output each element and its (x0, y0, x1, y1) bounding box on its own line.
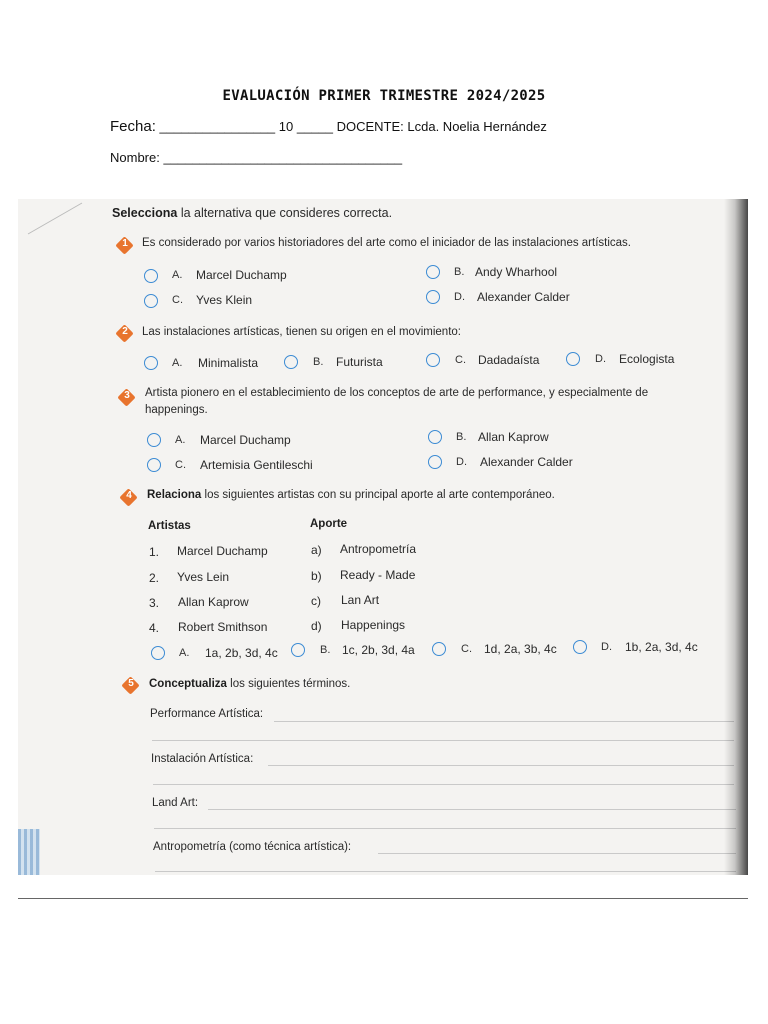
q1-option-b-letter: B. (454, 266, 465, 278)
q3-option-a-letter: A. (175, 434, 186, 446)
instructions-bold: Selecciona (112, 206, 178, 220)
term-landart-label: Land Art: (152, 797, 199, 809)
row-3-letter: c) (311, 594, 321, 608)
q4-option-c-radio[interactable] (432, 642, 446, 656)
q4-option-c-text: 1d, 2a, 3b, 4c (484, 642, 557, 656)
q2-option-d-text: Ecologista (619, 352, 675, 366)
q3-option-b-radio[interactable] (428, 430, 442, 444)
row-3-aporte: Lan Art (341, 593, 380, 607)
page-curl-shadow (724, 199, 748, 875)
question-4-badge: 4 (120, 489, 138, 507)
scan-edge-artifact (18, 829, 40, 875)
row-4-letter: d) (311, 619, 322, 633)
q1-option-a-text: Marcel Duchamp (196, 268, 287, 282)
aporte-column-header: Aporte (310, 518, 348, 530)
term-instalacion-answer-line[interactable] (268, 765, 734, 766)
term-landart-answer-line-2[interactable] (154, 828, 736, 829)
q3-option-d-text: Alexander Calder (480, 455, 573, 469)
q3-option-c-letter: C. (175, 459, 186, 471)
instructions-text: la alternativa que consideres correcta. (180, 206, 393, 220)
instructions (112, 206, 392, 220)
name-line: Nombre: _________________________________ (110, 150, 403, 165)
q2-option-d-radio[interactable] (566, 352, 580, 366)
term-instalacion-answer-line-2[interactable] (153, 784, 734, 785)
q2-option-c-text: Dadadaísta (478, 353, 540, 367)
q2-option-c-letter: C. (455, 354, 466, 366)
q4-option-d-radio[interactable] (573, 640, 587, 654)
row-2-letter: b) (311, 569, 322, 583)
q2-option-a-letter: A. (172, 357, 183, 369)
q1-option-a-radio[interactable] (144, 269, 158, 283)
q4-option-d-letter: D. (601, 641, 612, 653)
question-3-line-2: happenings. (145, 404, 208, 416)
q4-option-b-letter: B. (320, 644, 331, 656)
row-2-number: 2. (149, 571, 160, 585)
term-instalacion-label: Instalación Artística: (151, 753, 254, 765)
q1-option-b-radio[interactable] (426, 265, 440, 279)
question-3-line-1: Artista pionero en el establecimiento de los conceptos de arte de performance, y especialmente de (145, 387, 649, 399)
q3-option-d-radio[interactable] (428, 455, 442, 469)
q1-option-a-letter: A. (172, 269, 183, 281)
q2-option-d-letter: D. (595, 353, 606, 365)
question-5-badge: 5 (122, 677, 140, 695)
q1-option-d-radio[interactable] (426, 290, 440, 304)
q2-option-a-radio[interactable] (144, 356, 158, 370)
date-teacher-line (110, 118, 547, 135)
q3-option-b-text: Allan Kaprow (478, 430, 549, 444)
question-5-rest: los siguientes términos. (230, 678, 351, 690)
fecha-label: Fecha: (110, 118, 156, 135)
q1-option-b-text: Andy Wharhool (475, 265, 558, 279)
q4-option-b-radio[interactable] (291, 643, 305, 657)
question-5-bold: Conceptualiza (149, 678, 227, 690)
q3-option-d-letter: D. (456, 456, 467, 468)
row-1-aporte: Antropometría (340, 542, 417, 556)
q3-option-c-text: Artemisia Gentileschi (200, 458, 313, 472)
question-3-badge: 3 (118, 389, 136, 407)
fecha-rest: ________________ 10 _____ DOCENTE: Lcda. Noelia Hernández (159, 119, 547, 134)
q3-option-a-radio[interactable] (147, 433, 161, 447)
row-3-artist: Allan Kaprow (178, 595, 249, 609)
term-antropometria-answer-line-2[interactable] (155, 871, 736, 872)
q4-option-a-letter: A. (179, 647, 190, 659)
q3-option-b-letter: B. (456, 431, 467, 443)
q2-option-b-text: Futurista (336, 355, 383, 369)
scanned-worksheet (18, 199, 748, 875)
artists-column-header: Artistas (148, 520, 191, 532)
q3-option-c-radio[interactable] (147, 458, 161, 472)
q1-option-d-text: Alexander Calder (477, 290, 570, 304)
question-1-badge: 1 (116, 237, 134, 255)
q2-option-b-radio[interactable] (284, 355, 298, 369)
exam-title: EVALUACIÓN PRIMER TRIMESTRE 2024/2025 (222, 88, 546, 104)
q4-option-b-text: 1c, 2b, 3d, 4a (342, 643, 415, 657)
term-performance-answer-line-2[interactable] (152, 740, 734, 741)
q1-option-c-letter: C. (172, 294, 183, 306)
term-antropometria-label: Antropometría (como técnica artística): (153, 841, 352, 853)
q4-option-c-letter: C. (461, 643, 472, 655)
row-4-artist: Robert Smithson (178, 620, 268, 634)
term-antropometria-answer-line[interactable] (378, 853, 736, 854)
question-2-badge: 2 (116, 325, 134, 343)
q1-option-c-text: Yves Klein (196, 293, 253, 307)
q2-option-b-letter: B. (313, 356, 324, 368)
row-2-artist: Yves Lein (177, 570, 230, 584)
row-1-artist: Marcel Duchamp (177, 544, 268, 558)
row-3-number: 3. (149, 596, 160, 610)
row-1-letter: a) (311, 543, 322, 557)
term-performance-answer-line[interactable] (274, 721, 734, 722)
row-4-number: 4. (149, 621, 160, 635)
term-performance-label: Performance Artística: (150, 708, 264, 720)
q1-option-d-letter: D. (454, 291, 465, 303)
q4-option-a-text: 1a, 2b, 3d, 4c (205, 646, 278, 660)
question-5-text (149, 678, 350, 690)
q3-option-a-text: Marcel Duchamp (200, 433, 291, 447)
q4-option-a-radio[interactable] (151, 646, 165, 660)
question-2-text: Las instalaciones artísticas, tienen su origen en el movimiento: (142, 326, 461, 338)
bottom-divider (18, 898, 748, 899)
term-landart-answer-line[interactable] (208, 809, 736, 810)
row-2-aporte: Ready - Made (340, 568, 416, 582)
question-1-text: Es considerado por varios historiadores del arte como el iniciador de las instalaciones artísticas. (142, 237, 631, 249)
paper-fold-mark (18, 199, 98, 239)
q1-option-c-radio[interactable] (144, 294, 158, 308)
question-4-rest: los siguientes artistas con su principal aporte al arte contemporáneo. (204, 489, 555, 501)
q4-option-d-text: 1b, 2a, 3d, 4c (625, 640, 698, 654)
q2-option-a-text: Minimalista (198, 356, 259, 370)
question-4-bold: Relaciona (147, 489, 202, 501)
row-4-aporte: Happenings (341, 618, 406, 632)
question-4-text (147, 489, 555, 501)
q2-option-c-radio[interactable] (426, 353, 440, 367)
row-1-number: 1. (149, 545, 160, 559)
